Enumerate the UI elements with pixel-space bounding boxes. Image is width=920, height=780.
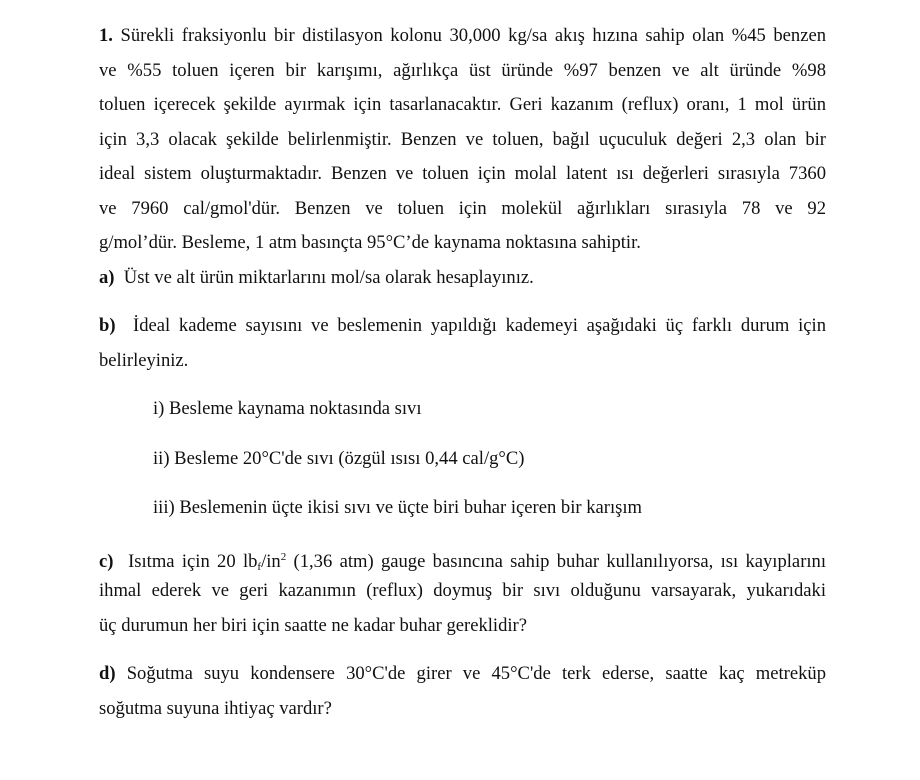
- part-b-case-i: i) Besleme kaynama noktasında sıvı: [153, 398, 422, 419]
- part-c: [99, 540, 826, 644]
- problem-number: 1.: [99, 25, 113, 46]
- part-d-line-1: [99, 657, 826, 692]
- part-a: [99, 261, 826, 296]
- part-c-text-post: (1,36 atm) gauge basıncına sahip buhar kullanılıyorsa, ısı kayıplarını: [286, 550, 827, 572]
- part-b-label: b): [99, 315, 116, 336]
- problem-text: Sürekli fraksiyonlu bir distilasyon kolonu 30,000 kg/sa akış hızına sahip olan %45 benzen: [120, 25, 826, 46]
- part-b: [99, 309, 826, 526]
- part-c-line-3: üç durumun her biri için saatte ne kadar buhar gereklidir?: [99, 614, 528, 636]
- document-page: [99, 19, 826, 726]
- part-a-line: [99, 261, 826, 296]
- problem-line-7: g/mol’dür. Besleme, 1 atm basınçta 95°C’de kaynama noktasına sahiptir.: [99, 232, 641, 253]
- part-c-superscript: 2: [280, 550, 287, 563]
- part-b-case-ii: ii) Besleme 20°C'de sıvı (özgül ısısı 0,44 cal/g°C): [153, 447, 525, 469]
- part-c-text-pre: Isıtma için 20 lb: [128, 550, 258, 572]
- problem-line-6: ve 7960 cal/gmol'dür. Benzen ve toluen için molekül ağırlıkları sırasıyla 78 ve 92: [99, 197, 826, 219]
- part-c-subscript: f: [257, 560, 262, 573]
- problem-line-4: için 3,3 olacak şekilde belirlenmiştir. Benzen ve toluen, bağıl uçuculuk değeri 2,3 olan bir: [99, 128, 826, 150]
- part-b-line-2: belirleyiniz.: [99, 349, 189, 371]
- part-d-text: Soğutma suyu kondensere 30°C'de girer ve 45°C'de terk ederse, saatte kaç metreküp: [126, 663, 826, 684]
- part-d-line-2: soğutma suyuna ihtiyaç vardır?: [99, 697, 332, 719]
- part-d: [99, 657, 826, 726]
- part-b-case-iii: iii) Beslemenin üçte ikisi sıvı ve üçte biri buhar içeren bir karışım: [153, 497, 642, 518]
- part-b-line-1: [99, 309, 826, 344]
- part-b-text: İdeal kademe sayısını ve beslemenin yapıldığı kademeyi aşağıdaki üç farklı durum için: [133, 315, 827, 336]
- part-a-label: a): [99, 266, 115, 288]
- problem-statement: [99, 19, 826, 261]
- problem-line-3: toluen içerecek şekilde ayırmak için tasarlanacaktır. Geri kazanım (reflux) oranı, 1 mol ürün: [99, 94, 826, 115]
- part-c-label: c): [99, 550, 114, 572]
- part-c-line-1: [99, 540, 826, 575]
- problem-line-1: [99, 19, 826, 54]
- problem-line-2: ve %55 toluen içeren bir karışımı, ağırlıkça üst üründe %97 benzen ve alt üründe %98: [99, 59, 826, 81]
- part-a-text: Üst ve alt ürün miktarlarını mol/sa olarak hesaplayınız.: [123, 266, 534, 288]
- problem-line-5: ideal sistem oluşturmaktadır. Benzen ve toluen için molal latent ısı değerleri sırasıyla 7360: [99, 163, 826, 184]
- part-d-label: d): [99, 663, 116, 684]
- part-c-text-mid: /in: [261, 550, 281, 572]
- part-c-line-2: ihmal ederek ve geri kazanımın (reflux) doymuş bir sıvı olduğunu varsayarak, yukarıdaki: [99, 580, 826, 601]
